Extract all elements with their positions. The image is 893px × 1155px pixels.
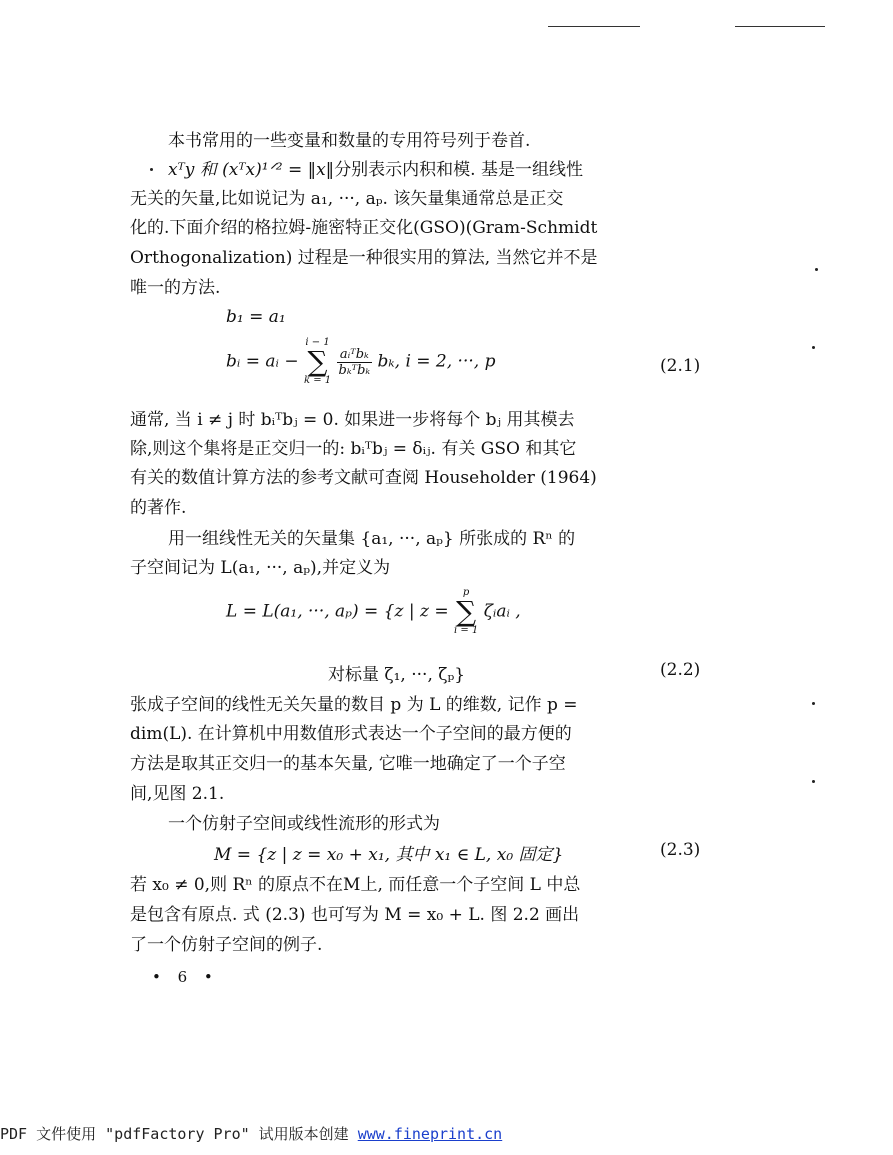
paragraph-5-line-2: dim(L). 在计算机中用数值形式表达一个子空间的最方便的: [130, 724, 572, 744]
sum-upper-limit-2: p: [462, 587, 470, 598]
equation-2-3: M = {z | z = x₀ + x₁, 其中 x₁ ∈ L, x₀ 固定}: [214, 845, 564, 865]
footer-text: PDF 文件使用 "pdfFactory Pro" 试用版本创建: [0, 1125, 358, 1143]
paragraph-5-line-3: 方法是取其正交归一的基本矢量, 它唯一地确定了一个子空: [130, 754, 566, 774]
paragraph-7-line-2: 是包含有原点. 式 (2.3) 也可写为 M = x₀ + L. 图 2.2 画出: [130, 905, 580, 925]
paragraph-5-line-4: 间,见图 2.1.: [130, 784, 225, 804]
equation-2-1-lhs: bᵢ = aᵢ −: [226, 351, 299, 372]
scan-speck: [150, 168, 153, 171]
paragraph-2-line-1-text: 分别表示内积和模. 基是一组线性: [334, 160, 583, 180]
paragraph-3-line-2: 除,则这个集将是正交归一的: bᵢᵀbⱼ = δᵢⱼ. 有关 GSO 和其它: [130, 439, 577, 459]
scan-speck: [812, 346, 815, 349]
sigma-glyph-2: ∑: [456, 595, 477, 628]
summation-symbol-2: [454, 588, 478, 636]
scan-speck: [812, 702, 815, 705]
scan-speck: [815, 268, 818, 271]
paragraph-2-line-1: [168, 155, 583, 180]
equation-number-2-2: (2.2): [660, 660, 701, 680]
paragraph-2-line-3: 化的.下面介绍的格拉姆-施密特正交化(GSO)(Gram-Schmidt: [130, 218, 598, 238]
paragraph-6-line-1: 一个仿射子空间或线性流形的形式为: [168, 814, 440, 834]
paragraph-2-line-5: 唯一的方法.: [130, 278, 221, 298]
paragraph-3-line-4: 的著作.: [130, 498, 187, 518]
equation-2-2: [226, 588, 521, 636]
summation-symbol: [304, 338, 331, 386]
sum-lower-limit-2: i = 1: [453, 625, 479, 636]
equation-2-1-rhs: bₖ, i = 2, ···, p: [377, 351, 496, 372]
equation-2-1: [226, 338, 495, 386]
equation-2-2-rhs: ζᵢaᵢ ,: [483, 601, 521, 622]
equation-b1: b₁ = a₁: [226, 307, 286, 327]
paragraph-7-line-3: 了一个仿射子空间的例子.: [130, 935, 323, 955]
page-number: • 6 •: [152, 968, 219, 986]
fraction-denominator: bₖᵀbₖ: [338, 362, 371, 378]
projection-fraction: [337, 347, 373, 378]
paragraph-4-line-2: 子空间记为 L(a₁, ···, aₚ),并定义为: [130, 558, 391, 578]
equation-2-2-line-2: 对标量 ζ₁, ···, ζₚ}: [328, 665, 466, 685]
fraction-numerator: aᵢᵀbₖ: [337, 347, 373, 363]
paragraph-2-line-2: 无关的矢量,比如说记为 a₁, ···, aₚ. 该矢量集通常总是正交: [130, 189, 564, 209]
inner-product-expression: xᵀy 和 (xᵀx)¹ᐟ² = ‖x‖: [168, 160, 335, 180]
paragraph-4-line-1: 用一组线性无关的矢量集 {a₁, ···, aₚ} 所张成的 Rⁿ 的: [168, 529, 576, 549]
scan-speck: [812, 780, 815, 783]
equation-number-2-3: (2.3): [660, 840, 701, 860]
header-rule-left: [548, 26, 640, 27]
paragraph-3-line-3: 有关的数值计算方法的参考文献可查阅 Householder (1964): [130, 468, 597, 488]
equation-number-2-1: (2.1): [660, 356, 701, 376]
pdf-footer: [0, 1123, 502, 1144]
paragraph-1: 本书常用的一些变量和数量的专用符号列于卷首.: [168, 131, 531, 151]
paragraph-2-line-4: Orthogonalization) 过程是一种很实用的算法, 当然它并不是: [130, 248, 598, 268]
paragraph-7-line-1: 若 x₀ ≠ 0,则 Rⁿ 的原点不在M上, 而任意一个子空间 L 中总: [130, 875, 581, 895]
sum-lower-limit: k = 1: [303, 375, 332, 386]
equation-2-2-lhs: L = L(a₁, ···, aₚ) = {z | z =: [226, 601, 449, 622]
footer-link[interactable]: www.fineprint.cn: [357, 1125, 503, 1143]
paragraph-5-line-1: 张成子空间的线性无关矢量的数目 p 为 L 的维数, 记作 p =: [130, 695, 578, 715]
sum-upper-limit: i − 1: [305, 337, 330, 348]
header-rule-right: [735, 26, 825, 27]
paragraph-3-line-1: 通常, 当 i ≠ j 时 bᵢᵀbⱼ = 0. 如果进一步将每个 bⱼ 用其模去: [130, 410, 575, 430]
sigma-glyph: ∑: [307, 345, 328, 378]
